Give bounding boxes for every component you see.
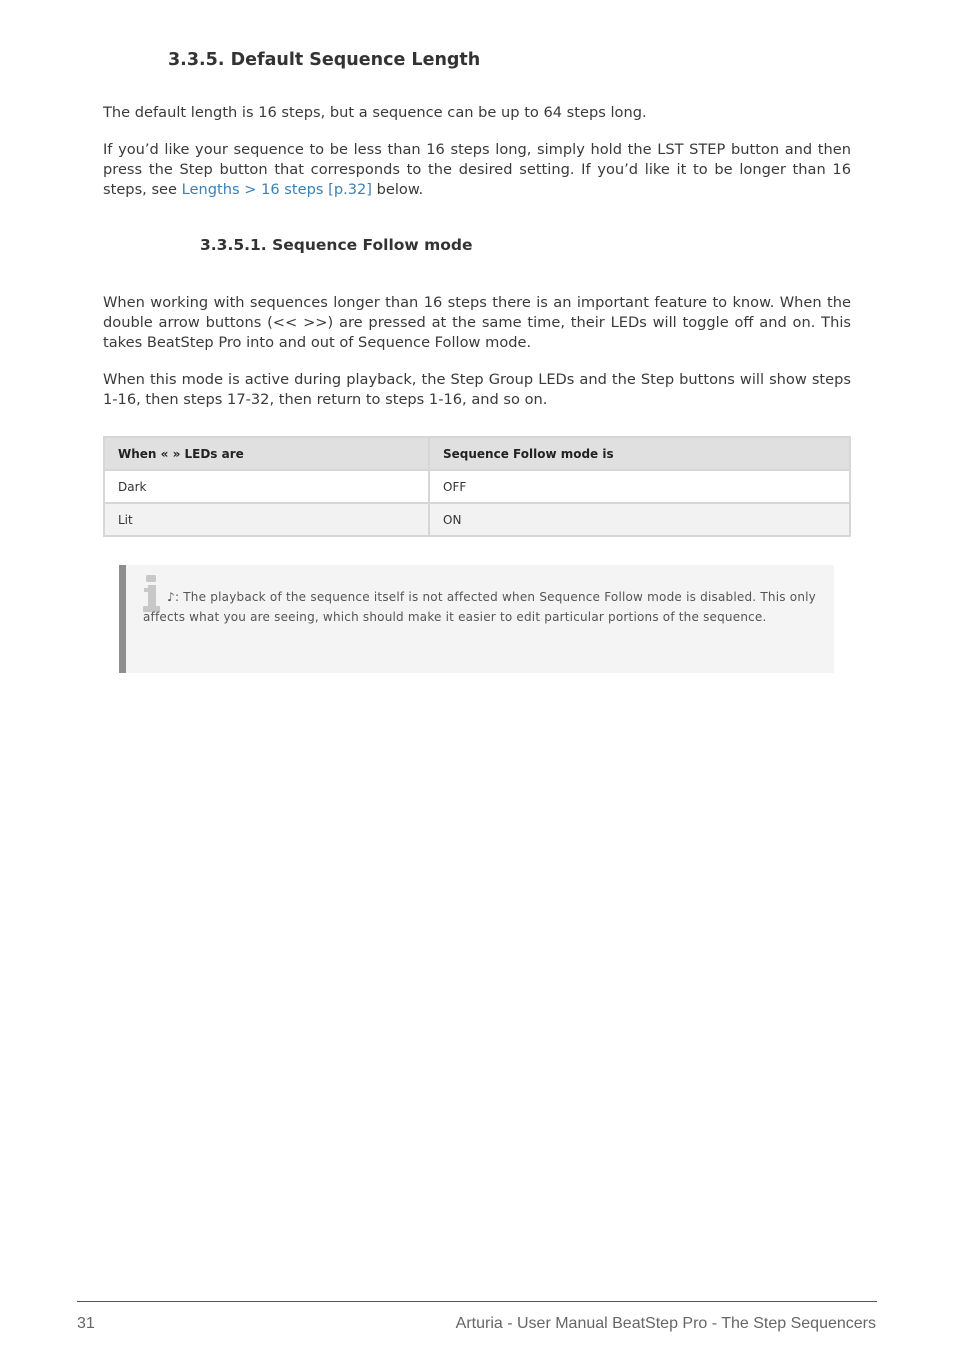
paragraph-text: If you’d like your sequence to be less than 16 steps long, simply hold the LST STEP button and then press the Step button that corresponds to the desired setting. If you’d like it to be longer than 16 steps, see (103, 141, 851, 198)
footer-divider (77, 1301, 877, 1302)
subsection-heading: 3.3.5.1. Sequence Follow mode (200, 236, 473, 254)
section-paragraph-1: The default length is 16 steps, but a sequence can be up to 64 steps long. (103, 104, 647, 121)
note-text: ♪: The playback of the sequence itself is not affected when Sequence Follow mode is disabled. This only affects what you are seeing, which should make it easier to edit particular portions of the sequence. (143, 590, 816, 624)
footer-title: Arturia - User Manual BeatStep Pro - The Step Sequencers (455, 1315, 876, 1332)
subsection-paragraph-2: When this mode is active during playback, the Step Group LEDs and the Step buttons will show steps 1-16, then steps 17-32, then return to steps 1-16, and so on. (103, 371, 851, 408)
page-number: 31 (77, 1315, 95, 1332)
info-note (119, 565, 834, 673)
table-header-cell: When « » LEDs are (104, 437, 429, 470)
section-paragraph-2 (103, 140, 851, 200)
table-header-row (104, 437, 850, 470)
table-row (104, 470, 850, 503)
table-header-cell: Sequence Follow mode is (429, 437, 850, 470)
subsection-paragraph-1: When working with sequences longer than 16 steps there is an important feature to know. When the double arrow buttons (<< >>) are pressed at the same time, their LEDs will toggle off and on. This takes BeatStep Pro into and out of Sequence Follow mode. (103, 294, 851, 351)
table-cell: Dark (104, 470, 429, 503)
sequence-follow-table (103, 436, 851, 537)
paragraph-text-end: below. (371, 181, 424, 198)
table-cell: OFF (429, 470, 850, 503)
lengths-link[interactable]: Lengths > 16 steps [p.32] (181, 181, 372, 198)
section-heading: 3.3.5. Default Sequence Length (168, 50, 481, 70)
table-cell: ON (429, 503, 850, 536)
table-cell: Lit (104, 503, 429, 536)
table-row (104, 503, 850, 536)
